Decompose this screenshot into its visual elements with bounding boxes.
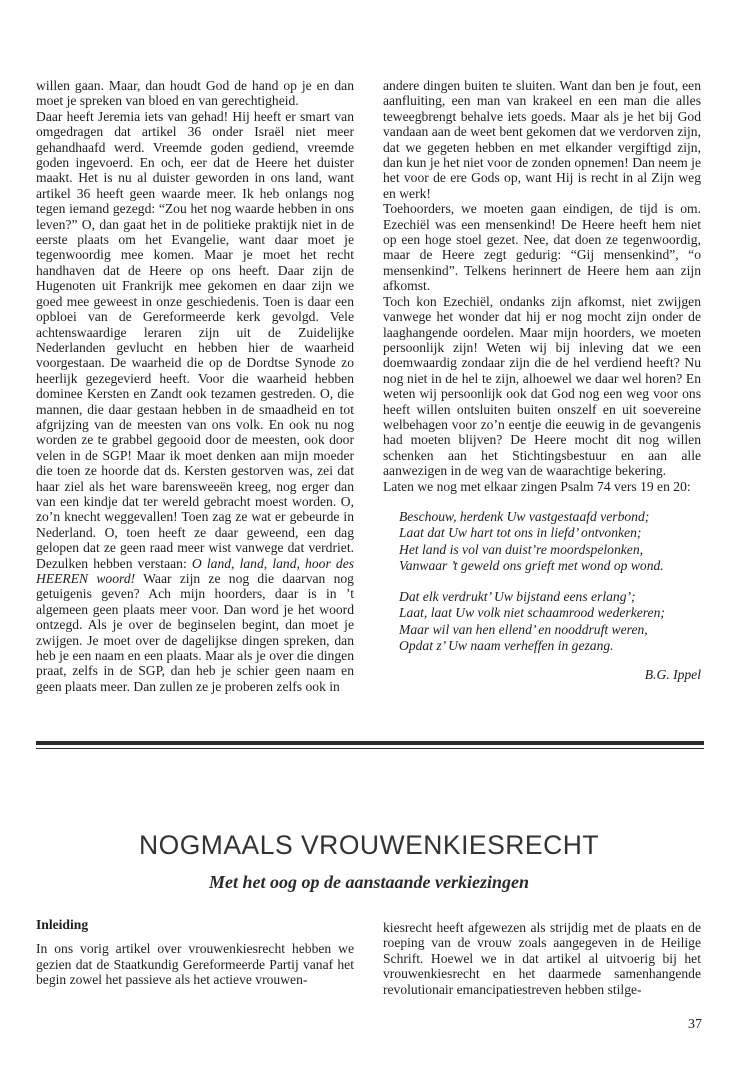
paragraph-text: Waar zijn ze nog die daarvan nog getuigenis geven? Ach mijn hoorders, daar is in ’t algemeen geen plaats meer voor. Dan word je het woord ontzegd. Als je over de beginselen begint, dan moet je zwijgen. Je moet over de dagelijkse dingen spreken, dan heb je een naam en een plaats. Maar als je over die dingen praat, zelfs in de SGP, dan heb je schier geen naam en geen plaats meer. Dan zullen ze je proberen zelfs ook in — [36, 571, 354, 694]
poem-line: Laat dat Uw hart tot ons in liefd’ ontvonken; — [399, 525, 642, 541]
article-column-left — [36, 917, 354, 988]
article-column-left — [36, 78, 354, 694]
paragraph: andere dingen buiten te sluiten. Want dan ben je fout, een aanfluiting, een man van krakeel en een man die alles teweegbrengt behalve iets goeds. Maar als je het bij God vandaan aan de weet bent gekomen dat we verdorven zijn, dat we gegeten hebben en met elkander vergiftigd zijn, dan kun je het niet voor de zonden opnemen! Dan neem je het voor de ere Gods op, want Hij is recht in al Zijn weg en werk! — [383, 78, 701, 201]
article-headline: NOGMAALS VROUWENKIESRECHT — [138, 830, 600, 860]
divider-thin — [36, 748, 704, 749]
poem-line: Vanwaar ’t geweld ons grieft met wond op wond. — [399, 557, 664, 573]
paragraph: willen gaan. Maar, dan houdt God de hand op je en dan moet je spreken van bloed en van gerechtigheid. — [36, 78, 354, 109]
section-heading: Inleiding — [36, 917, 89, 932]
paragraph: In ons vorig artikel over vrouwenkiesrecht hebben we gezien dat de Staatkundig Gereformeerde Partij vanaf het begin zowel het passieve als het actieve vrouwen- — [36, 941, 354, 988]
poem-line: Laat, laat Uw volk niet schaamrood wederkeren; — [399, 605, 665, 621]
divider-thick — [36, 741, 704, 745]
poem-line: Dat elk verdrukt’ Uw bijstand eens erlang’; — [399, 589, 636, 605]
article-column-right — [383, 78, 701, 683]
paragraph: Toehoorders, we moeten gaan eindigen, de tijd is om. Ezechiël was een mensenkind! De Heere heeft hem niet op een hoge stoel gezet. Nee, dat doen ze tegenwoordig, maar de Heere zegt gedurig: “Gij mensenkind”, “o mensenkind”. Telkens herinnert de Heere hem aan zijn afkomst. — [383, 201, 701, 294]
article-subtitle: Met het oog op de aanstaande verkiezingen — [209, 872, 529, 892]
paragraph: kiesrecht heeft afgewezen als strijdig met de plaats en de roeping van de vrouw zoals aangegeven in de Heilige Schrift. Hoewel we in dat artikel al uitvoerig bij het vrouwenkiesrecht en het daarmede samenhangende revolutionair emancipatiestreven hebben stilge- — [383, 920, 701, 997]
paragraph-text: Daar heeft Jeremia iets van gehad! Hij heeft er smart van omgedragen dat artikel 36 onder Israël niet meer gehandhaafd werd. Vreemde goden gediend, vreemde goden ingevoerd. En och, eer dat de Heere het duister maakt. Het is nu al duister geworden in ons land, want artikel 36 heeft geen waarde meer. Ik heb onlangs nog tegen iemand gezegd: “Zou het nog waarde hebben in ons leven?” O, dan gaat het in de politieke praktijk niet in de eerste plaats om het Evangelie, want daar moet je tegenwoordig mee komen. Maar je moet het recht handhaven dat de Heere op ons heeft. Daar zijn de Hugenoten uit Frankrijk mee gekomen en daar zijn we goed mee geweest in onze geschiedenis. Toen is daar een opbloei van de Gereformeerde kerk gevolgd. Vele achtenswaardige leraren zijn uit de Zuidelijke Nederlanden gevlucht en hebben hier de waarheid voorgestaan. De waarheid die op de Dordtse Synode zo heerlijk gezegevierd heeft. Voor die waarheid hebben dominee Kersten en Zandt ook tezamen gestreden. O, die mannen, die daar gestaan hebben in de smaadheid en tot afgrijzing van de meesten van ons volk. En ook nu nog worden ze te grabbel gegooid door de meesten, ook door velen in de SGP! Maar ik moet denken aan mijn moeder die toen ze hoorde dat ds. Kersten gestorven was, zei dat haar ziel als het ware barensweeën kreeg, nog erger dan van een kindje dat ter wereld gebracht moest worden. O, zo’n knecht weggevallen! Toen zag ze wat er gebeurde in Nederland. O, toen heeft ze daar geweend, een dag gelopen dat ze geen raad meer wist vanwege dat verdriet. Dezulken hebben verstaan: — [36, 108, 354, 571]
paragraph — [36, 109, 354, 694]
poem-line: Het land is vol van duist’re moordspelonken, — [399, 541, 644, 557]
poem-stanza — [399, 589, 701, 654]
poem-line: Beschouw, herdenk Uw vastgestaafd verbond; — [399, 508, 650, 524]
poem-line: Maar wil van hen ellend’ en nooddruft weren, — [399, 621, 648, 637]
psalm-poem — [399, 509, 701, 654]
page-number: 37 — [688, 1017, 702, 1032]
poem-line: Opdat z’ Uw naam verheffen in gezang. — [399, 638, 614, 654]
paragraph: Laten we nog met elkaar zingen Psalm 74 vers 19 en 20: — [383, 478, 691, 494]
article-column-right — [383, 920, 701, 997]
author-signature: B.G. Ippel — [644, 667, 701, 683]
poem-stanza — [399, 509, 701, 574]
quote-italic: O land, land, land, hoor des HEEREN woord! — [36, 555, 355, 586]
paragraph: Toch kon Ezechiël, ondanks zijn afkomst, niet zwijgen vanwege het wonder dat hij er nog mocht zijn onder de laaghangende oordelen. Maar mijn hoorders, we moeten persoonlijk zijn! Weten wij bij inleving dat we een doemwaardig zondaar zijn die de hel verdiend heeft? Nu nog niet in de hel te zijn, alhoewel we daar wel horen? En weten wij persoonlijk ook dat God nog een weg voor ons heeft willen ontsluiten buiten onszelf en uit soevereine welbehagen voor zo’n eentje die eeuwig in de gevangenis had moeten blijven? De Heere mocht dit nog willen schenken aan het Stichtingsbestuur en aan alle aanwezigen in de weg van de waarachtige bekering. — [383, 293, 701, 479]
